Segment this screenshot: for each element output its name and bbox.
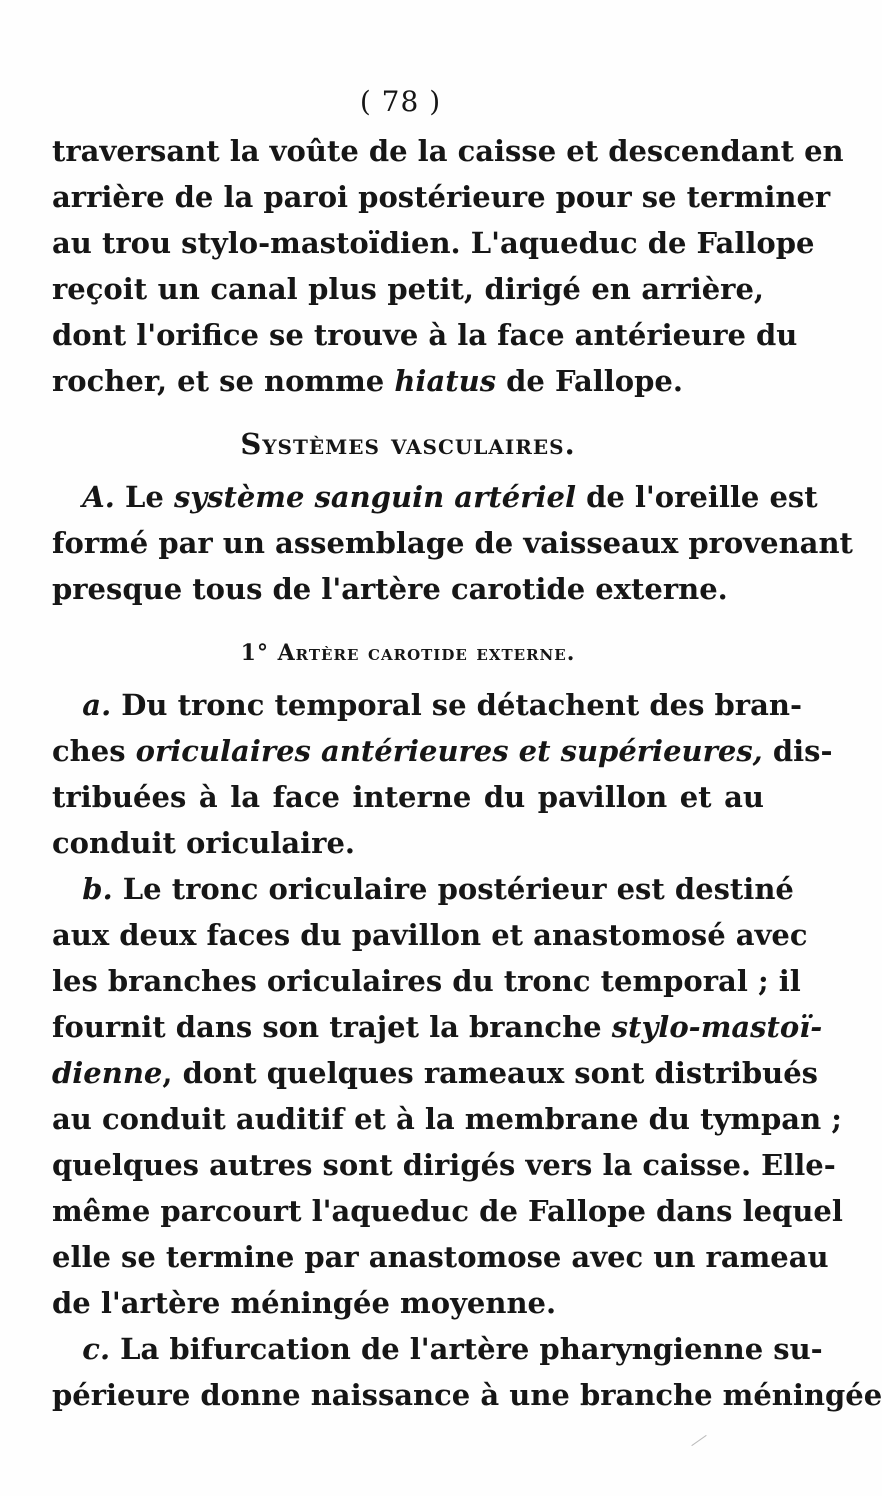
text-line: conduit oriculaire. xyxy=(52,826,355,860)
text-line xyxy=(52,1326,823,1372)
text-fragment: de Fallope. xyxy=(496,364,683,398)
text-line: de l'artère méningée moyenne. xyxy=(52,1286,557,1320)
text-line xyxy=(52,358,764,404)
section-heading: Systèmes vasculaires. xyxy=(240,427,576,461)
text-line: quelques autres sont dirigés vers la caisse. Elle- xyxy=(52,1148,836,1182)
text-line: aux deux faces du pavillon et anastomosé avec xyxy=(52,918,808,952)
text-fragment: , dont quelques rameaux sont distribués xyxy=(162,1056,818,1090)
text-fragment: Le xyxy=(114,480,174,514)
text-fragment: Le tronc oriculaire postérieur est destiné xyxy=(112,872,794,906)
text-line xyxy=(52,474,818,520)
italic-term-hiatus: hiatus xyxy=(394,364,497,398)
subsection-heading: 1° Artère carotide externe. xyxy=(240,640,576,666)
text-fragment: fournit dans son trajet la branche xyxy=(52,1010,612,1044)
text-line: même parcourt l'aqueduc de Fallope dans lequel xyxy=(52,1194,843,1228)
text-line xyxy=(52,866,794,912)
text-fragment: rocher, et se nomme xyxy=(52,364,395,398)
text-line: au trou stylo-mastoïdien. L'aqueduc de Fallope xyxy=(52,226,815,260)
text-line: formé par un assemblage de vaisseaux provenant xyxy=(52,526,853,560)
text-line xyxy=(52,1004,823,1050)
text-line xyxy=(52,1050,818,1096)
text-line: elle se termine par anastomose avec un rameau xyxy=(52,1240,829,1274)
text-line: reçoit un canal plus petit, dirigé en arrière, xyxy=(52,272,764,306)
text-line: dont l'orifice se trouve à la face antérieure du xyxy=(52,318,798,352)
italic-term: oriculaires antérieures et supérieures, xyxy=(135,734,763,768)
page-body xyxy=(52,128,882,1418)
text-line: tribuées à la face interne du pavillon et au xyxy=(52,780,764,814)
text-line: traversant la voûte de la caisse et descendant en xyxy=(52,134,844,168)
text-line xyxy=(52,682,802,728)
text-line xyxy=(52,728,833,774)
text-line: arrière de la paroi postérieure pour se terminer xyxy=(52,180,831,214)
ink-mark xyxy=(691,1435,706,1446)
text-line: presque tous de l'artère carotide externe. xyxy=(52,572,728,606)
italic-term: stylo-mastoï- xyxy=(611,1010,823,1044)
text-fragment: de l'oreille est xyxy=(575,480,818,514)
text-line: au conduit auditif et à la membrane du tympan ; xyxy=(52,1102,842,1136)
italic-term: système sanguin artériel xyxy=(173,480,576,514)
text-fragment: dis- xyxy=(762,734,833,768)
text-line: périeure donne naissance à une branche méningée xyxy=(52,1378,882,1412)
text-fragment: Du tronc temporal se détachent des bran- xyxy=(111,688,802,722)
paragraph-label: c. xyxy=(82,1332,111,1366)
paragraph-label: A. xyxy=(82,480,115,514)
page-number: ( 78 ) xyxy=(359,85,442,118)
paragraph-label: a. xyxy=(82,688,112,722)
italic-term: dienne xyxy=(52,1056,163,1090)
text-fragment: La bifurcation de l'artère pharyngienne su- xyxy=(110,1332,823,1366)
paragraph-label: b. xyxy=(82,872,113,906)
text-line: les branches oriculaires du tronc temporal ; il xyxy=(52,964,801,998)
text-fragment: ches xyxy=(52,734,136,768)
